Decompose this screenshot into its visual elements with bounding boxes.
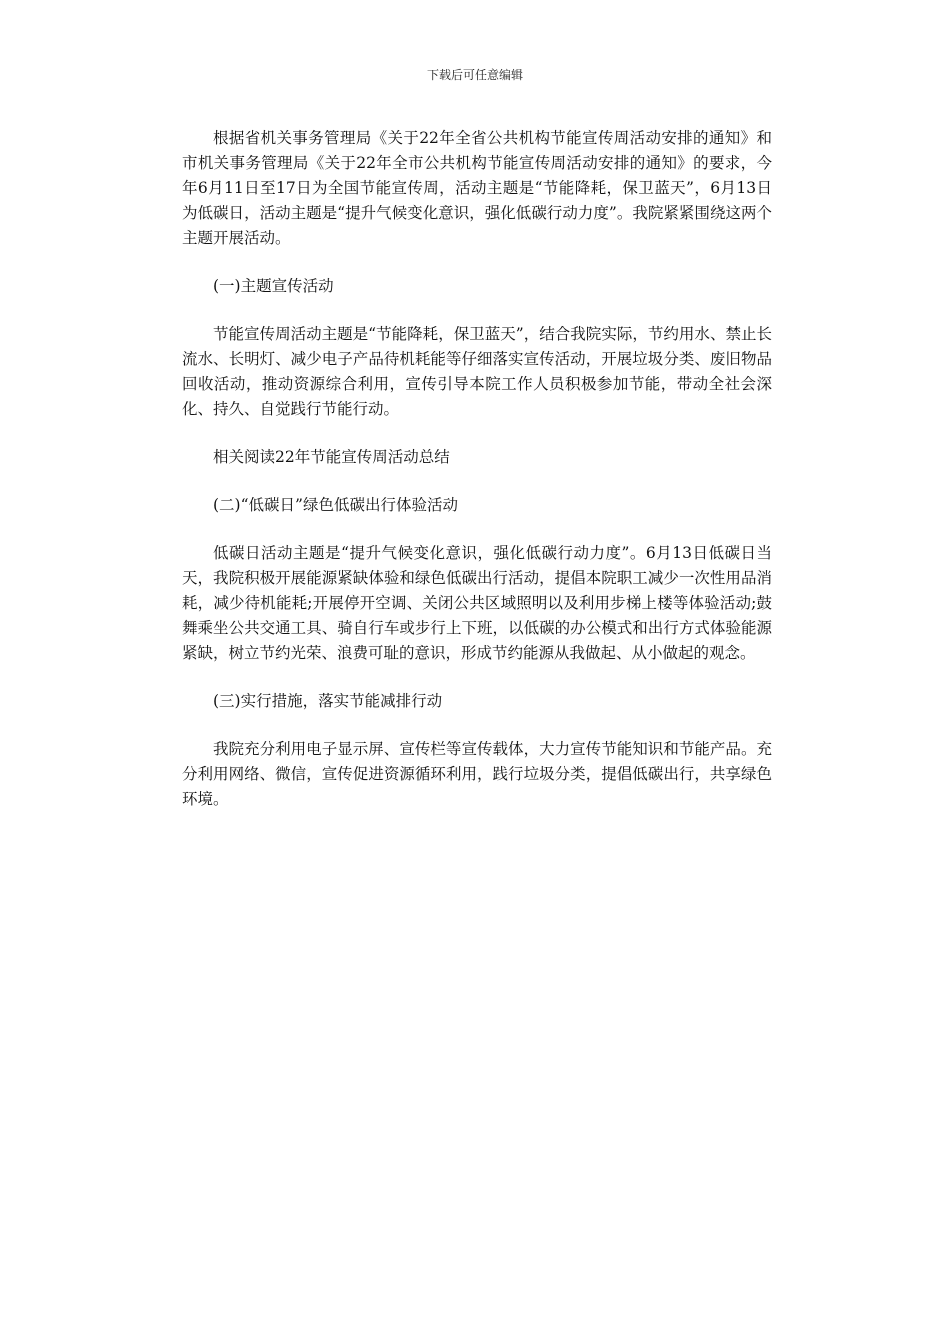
spacer bbox=[182, 299, 772, 322]
spacer bbox=[182, 470, 772, 493]
spacer bbox=[182, 518, 772, 541]
related-reading-line: 相关阅读22年节能宣传周活动总结 bbox=[213, 448, 450, 466]
spacer bbox=[182, 422, 772, 445]
spacer bbox=[182, 714, 772, 737]
section-2-paragraph: 低碳日活动主题是“提升气候变化意识，强化低碳行动力度”。6月13日低碳日当天，我院积极开展能源紧缺体验和绿色低碳出行活动，提倡本院职工减少一次性用品消耗，减少待机能耗;开展停开空调、关闭公共区域照明以及利用步梯上楼等体验活动;鼓舞乘坐公共交通工具、骑自行车或步行上下班，以低碳的办公模式和出行方式体验能源紧缺，树立节约光荣、浪费可耻的意识，形成节约能源从我做起、从小做起的观念。 bbox=[182, 544, 772, 662]
section-1-paragraph: 节能宣传周活动主题是“节能降耗，保卫蓝天”，结合我院实际，节约用水、禁止长流水、长明灯、减少电子产品待机耗能等仔细落实宣传活动，开展垃圾分类、废旧物品回收活动，推动资源综合利用，宣传引导本院工作人员积极参加节能，带动全社会深化、持久、自觉践行节能行动。 bbox=[182, 325, 772, 418]
section-3-paragraph: 我院充分利用电子显示屏、宣传栏等宣传载体，大力宣传节能知识和节能产品。充分利用网络、微信，宣传促进资源循环利用，践行垃圾分类，提倡低碳出行，共享绿色环境。 bbox=[182, 740, 772, 808]
section-heading-1: (一)主题宣传活动 bbox=[213, 277, 334, 295]
spacer bbox=[182, 666, 772, 689]
intro-paragraph: 根据省机关事务管理局《关于22年全省公共机构节能宣传周活动安排的通知》和市机关事务管理局《关于22年全市公共机构节能宣传周活动安排的通知》的要求，今年6月11日至17日为全国节能宣传周，活动主题是“节能降耗，保卫蓝天”，6月13日为低碳日，活动主题是“提升气候变化意识，强化低碳行动力度”。我院紧紧围绕这两个主题开展活动。 bbox=[182, 129, 772, 247]
document-body bbox=[182, 126, 772, 812]
spacer bbox=[182, 251, 772, 274]
page-header-note: 下载后可任意编辑 bbox=[426, 68, 523, 82]
section-heading-3: (三)实行措施，落实节能减排行动 bbox=[213, 692, 443, 710]
section-heading-2: (二)“低碳日”绿色低碳出行体验活动 bbox=[213, 496, 458, 514]
